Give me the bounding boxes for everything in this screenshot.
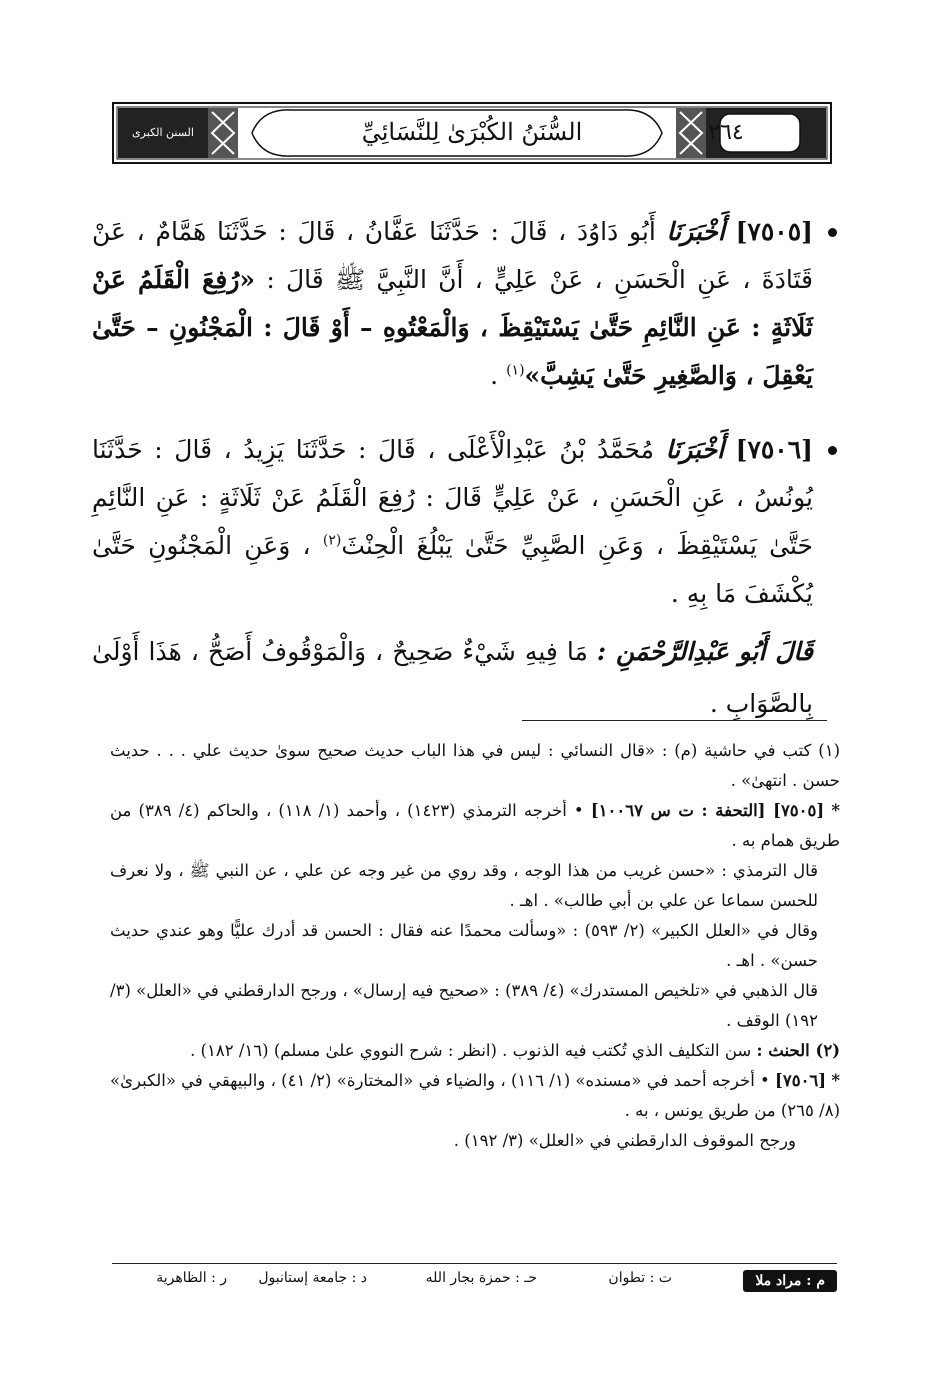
manuscript-d: د : جامعة إستانبول <box>258 1270 367 1286</box>
bullet-icon <box>828 228 837 237</box>
hadith-number: [٧٥٠٥] <box>735 217 813 246</box>
takhrij-text: • أخرجه الترمذي (١٤٢٣) ، وأحمد (١/ ١١٨) ، والحاكم (٤/ ٣٨٩) من طريق همام به . <box>110 801 840 850</box>
bottom-rule <box>112 1263 837 1264</box>
footnote-text: سن التكليف الذي تُكتب فيه الذنوب . (انظر : شرح النووي علىٰ مسلم) (١٦/ ١٨٢) . <box>190 1041 752 1060</box>
hadith-number: [٧٥٠٦] <box>735 435 813 464</box>
footnote-marker: (١) <box>506 362 525 379</box>
header-seal: السنن الكبرى <box>132 126 194 139</box>
isnad: مُحَمَّدُ بْنُ عَبْدِالْأَعْلَى ، قَالَ : حَدَّثَنَا يَزِيدُ ، قَالَ : حَدَّثَنَا يُونُسُ ، عَنِ الْحَسَنِ ، عَنْ عَلِيٍّ قَالَ : رُفِعَ الْقَلَمُ عَنْ ثَلَاثَةٍ : عَنِ النَّائِمِ حَتَّىٰ يَسْتَيْقِظَ ، وَعَنِ الصَّبِيِّ حَتَّىٰ يَبْلُغَ الْحِنْثَ <box>92 435 813 560</box>
author-comment <box>92 626 837 730</box>
running-title: السُّنَنُ الكُبْرَىٰ لِلنَّسَائِيِّ <box>361 118 583 146</box>
takhrij-text: • أخرجه أحمد في «مسنده» (١/ ١١٦) ، والضياء في «المختارة» (٢/ ٤١) ، والبيهقي في «الكبرىٰ» (٨/ ٢٦٥) من طريق يونس ، به . <box>110 1071 840 1120</box>
page-header <box>112 102 832 164</box>
isnad: أَبُو دَاوُدَ ، قَالَ : حَدَّثَنَا عَفَّانُ ، قَالَ : حَدَّثَنَا هَمَّامٌ ، عَنْ قَتَادَةَ ، عَنِ الْحَسَنِ ، عَنْ عَلِيٍّ ، أَنَّ النَّبِيَّ ﷺ قَالَ : <box>92 217 813 294</box>
footnote-1: (١) كتب في حاشية (م) : «قال النسائي : ليس في هذا الباب حديث صحيح سوىٰ حديث علي . . . حديث حسن . انتهىٰ» . <box>110 741 840 790</box>
manuscript-key <box>112 1268 837 1296</box>
star-icon: * <box>831 801 840 820</box>
comment-text: مَا فِيهِ شَيْءٌ صَحِيحٌ ، وَالْمَوْقُوفُ أَصَحُّ ، هَذَا أَوْلَىٰ بِالصَّوَابِ . <box>92 637 813 718</box>
manuscript-h: حـ : حمزة بجار الله <box>425 1270 537 1286</box>
manuscript-m: م : مراد ملا <box>743 1270 837 1292</box>
takhrij-note: قال الترمذي : «حسن غريب من هذا الوجه ، وقد روي من غير وجه عن علي ، عن النبي ﷺ ، ولا نعرف للحسن سماعا عن علي بن أبي طالب» . اهـ . <box>110 861 818 910</box>
hadith-7505 <box>92 208 837 400</box>
footnotes <box>110 736 840 1156</box>
takhrij-ref: [٧٥٠٦] <box>775 1071 827 1090</box>
takhrij-ref: [٧٥٠٥] [التحفة : ت س ١٠٠٦٧] <box>590 801 825 820</box>
star-icon: * <box>831 1071 841 1090</box>
hadith-7506 <box>92 426 837 618</box>
manuscript-r: ر : الظاهرية <box>156 1270 227 1286</box>
main-text <box>92 200 837 730</box>
akhbarana-word: أَخْبَرَنَا <box>666 217 725 246</box>
page-number: ٢٦٤ <box>708 120 744 145</box>
takhrij-7506 <box>110 1066 840 1126</box>
matn: «رُفِعَ الْقَلَمُ عَنْ ثَلَاثَةٍ : عَنِ النَّائِمِ حَتَّىٰ يَسْتَيْقِظَ ، وَالْمَعْتُوهِ – أَوْ قَالَ : الْمَجْنُونِ – حَتَّىٰ يَعْقِلَ ، وَالصَّغِيرِ حَتَّىٰ يَشِبَّ» <box>92 265 813 390</box>
takhrij-7505 <box>110 796 840 856</box>
manuscript-t: ت : تطوان <box>608 1270 672 1286</box>
takhrij-note: ورجح الموقوف الدارقطني في «العلل» (٣/ ١٩٢) . <box>453 1131 796 1150</box>
footnote-separator <box>522 720 827 721</box>
footnote-marker: (٢) <box>322 532 342 549</box>
footnote-lead: (٢) الحنث : <box>756 1041 840 1060</box>
takhrij-note: قال الذهبي في «تلخيص المستدرك» (٤/ ٣٨٩) : «صحيح فيه إرسال» ، ورجح الدارقطني في «العلل» (٣/ ١٩٢) الوقف . <box>110 981 819 1030</box>
footnote-2 <box>110 1036 840 1066</box>
hadith-text: ، وَعَنِ الْمَجْنُونِ حَتَّىٰ يُكْشَفَ مَا بِهِ . <box>92 531 813 608</box>
comment-lead: قَالَ أَبُو عَبْدِالرَّحْمَنِ : <box>596 637 813 666</box>
bullet-icon <box>828 446 837 455</box>
akhbarana-word: أَخْبَرَنَا <box>665 435 724 464</box>
takhrij-note: وقال في «العلل الكبير» (٢/ ٥٩٣) : «وسألت محمدًا عنه فقال : الحسن قد أدرك عليًّا وهو عندي حديث حسن» . اهـ . <box>110 921 819 970</box>
end-mark: . <box>490 361 499 390</box>
